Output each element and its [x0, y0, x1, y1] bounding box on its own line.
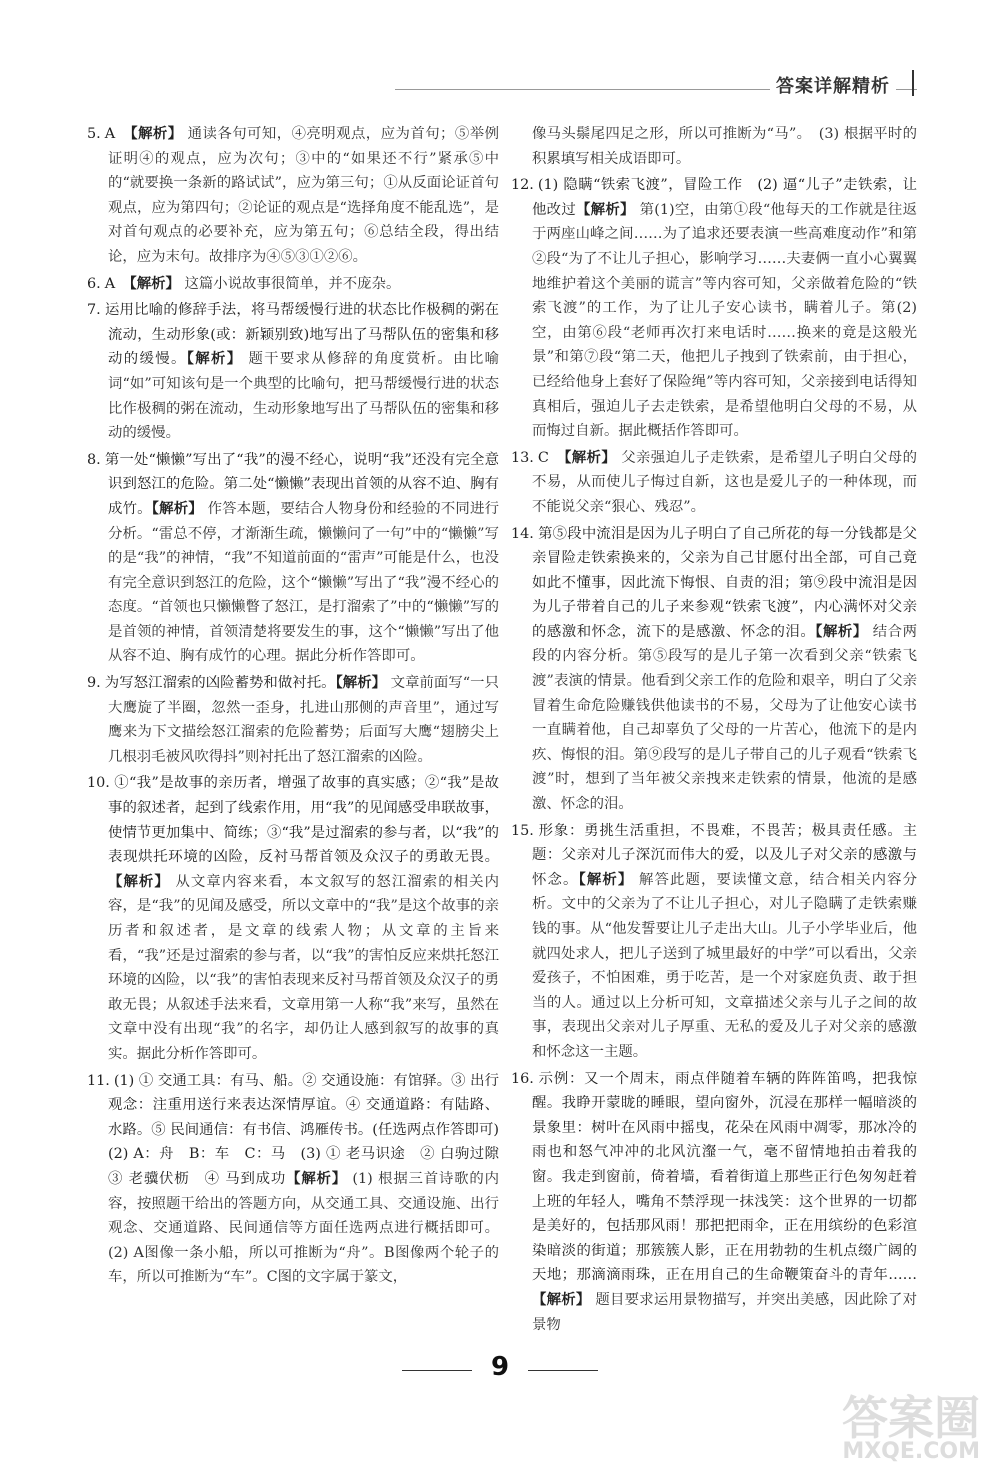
- analysis-tag: 【解析】: [578, 871, 634, 888]
- analysis-text: 结合两段的内容分析。第⑤段写的是儿子第一次看到父亲“铁索飞渡”表演的情景。他看到父亲工作的危险和艰辛，明白了父亲冒着生命危险赚钱供他读书的不易，父母为了让他安心读书一直瞒着他，自己却辜负了父母的一片苦心，他流下的是内疚、悔恨的泪。第⑨段写的是儿子带自己的儿子观看“铁索飞渡”时，想到了当年被父亲拽来走铁索的情景，他流的是感激、怀念的泪。: [532, 623, 917, 813]
- analysis-text: 作答本题，要结合人物身份和经验的不同进行分析。“雷总不停，才渐渐生疏，懒懒问了一句”中的“懒懒”写的是“我”的神情，“我”不知道前面的“雷声”可能是什么，也没有完全意识到怒江的危险，这个“懒懒”写出了“我”漫不经心的态度。“首领也只懒懒瞥了怒江，是打溜索了”中的“懒懒”写的是首领的神情，首领清楚将要发生的事，这个“懒懒”写出了他从容不迫、胸有成竹的心理。据此分析作答即可。: [108, 500, 499, 665]
- analysis-text: 像马头鬃尾四足之形，所以可推断为“马”。 (3) 根据平时的积累填写相关成语即可。: [532, 126, 917, 167]
- analysis-tag: 【解析】: [286, 1170, 347, 1187]
- analysis-tag: 【解析】: [815, 623, 868, 640]
- answer-text: 示例：又一个周末，雨点伴随着车辆的阵阵笛鸣，把我惊醒。我睁开蒙眬的睡眼，望向窗外，沉浸在那样一幅暗淡的景象里：树叶在风雨中摇曳，花朵在风雨中凋零，那冰冷的雨也和怒气冲冲的北风沆瀣一气，毫不留情地拍击着我的窗。我走到窗前，倚着墙，看着街道上那些正行色匆匆赶着上班的年轻人，嘴角不禁浮现一抹浅笑：这个世界的一切都是美好的，包括那风雨！那把把雨伞，正在用缤纷的色彩渲染暗淡的街道；那簇簇人影，正在用勃勃的生机点缀广阔的天地；那滴滴雨珠，正在用自己的生命鞭策奋斗的青年……: [532, 1070, 917, 1284]
- answer-text: 第一处“懒懒”写出了“我”的漫不经心，说明“我”还没有完全意识到怒江的危险。第二处“懒懒”表现出首领的从容不迫、胸有成竹。: [104, 451, 499, 517]
- footer-rule-right: [528, 1370, 598, 1371]
- analysis-tag: 【解析】: [532, 1291, 591, 1308]
- answer-number: 10.: [87, 775, 110, 792]
- answer-item: [87, 122, 499, 270]
- watermark-logo: [842, 1391, 980, 1464]
- answer-item: [87, 1069, 514, 1290]
- watermark-text: 答案圈: [842, 1391, 980, 1445]
- answer-number: 6.: [87, 275, 101, 292]
- answer-text: 为写怒江溜索的凶险蓄势和做衬托。: [104, 675, 336, 692]
- answer-text: (1) ① 交通工具：有马、船。② 交通设施：有馆驿。③ 出行观念：注重用送行来表达深情厚谊。④ 交通道路：有陆路、水路。⑤ 民间通信：有书信、鸿雁传书。(任选两点作答即可) (2) A：舟 B：车 C：马 (3) ① 老马识途 ② 白驹过隙 ③ 老骥伏枥 ④ 马到成功: [108, 1072, 514, 1187]
- analysis-text: 这篇小说故事很简单，并不庞杂。: [184, 275, 401, 292]
- analysis-text: 题目要求运用景物描写，并突出美感，因此除了对景物: [532, 1291, 917, 1333]
- answer-text: A: [104, 275, 130, 292]
- answer-number: 7.: [87, 302, 101, 319]
- answer-text: 形象：勇挑生活重担，不畏难，不畏苦；极具责任感。主题：父亲对儿子深沉而伟大的爱，以及儿子对父亲的感激与怀念。: [532, 822, 917, 888]
- answer-number: 12.: [511, 177, 534, 194]
- answer-item: [511, 173, 917, 444]
- analysis-tag: 【解析】: [108, 873, 170, 890]
- answer-item: [87, 671, 499, 769]
- answer-item: [87, 448, 499, 669]
- answer-number: 14.: [511, 525, 534, 542]
- answer-number: 9.: [87, 675, 101, 692]
- analysis-tag: 【解析】: [130, 126, 183, 142]
- page-number: 9: [490, 1352, 510, 1382]
- analysis-tag: 【解析】: [129, 275, 180, 292]
- answer-item: [87, 298, 499, 446]
- analysis-text: 文章前面写“一只大鹰旋了半圈，忽然一歪身，扎进山那侧的声音里”，通过写鹰来为下文描绘怒江溜索的危险蓄势；后面写大鹰“翅膀尖上几根羽毛被风吹得抖”则衬托出了怒江溜索的凶险。: [108, 675, 499, 765]
- header-bar: [912, 70, 914, 96]
- analysis-tag: 【解析】: [564, 449, 617, 466]
- page-footer: [0, 1352, 1000, 1382]
- analysis-text: 题干要求从修辞的角度赏析。由比喻词“如”可知该句是一个典型的比喻句，把马帮缓慢行进的状态比作极稠的粥在流动，生动形象地写出了马帮队伍的密集和移动的缓慢。: [108, 351, 499, 442]
- answer-number: 8.: [87, 451, 101, 468]
- answer-text: (1) 隐瞒“铁索飞渡”，冒险工作 (2) 逼“儿子”走铁索，让他改过: [532, 177, 917, 218]
- analysis-text: 父亲强迫儿子走铁索，是希望儿子明白父母的不易，从而使儿子悔过自新，这也是爱儿子的一种体现，而不能说父亲“狠心、残忍”。: [532, 449, 917, 515]
- answer-item: [87, 771, 499, 1066]
- answer-item: [511, 1067, 917, 1338]
- analysis-tag: 【解析】: [335, 675, 387, 692]
- analysis-text: 从文章内容来看，本文叙写的怒江溜索的相关内容，是“我”的见闻及感受，所以文章中的“我”是这个故事的亲历者和叙述者，是文章的线索人物；从文章的主旨来看，“我”还是过溜索的参与者，以“我”的害怕反应来烘托怒江环境的凶险，以“我”的害怕表现来反衬马帮首领及众汉子的勇敢无畏；从叙述手法来看，文章用第一人称“我”来写，虽然在文章中没有出现“我”的名字，却仍让人感到叙写的故事的真实。据此分析作答即可。: [108, 873, 499, 1062]
- answer-text: C: [537, 449, 565, 466]
- answer-item: [87, 272, 499, 297]
- right-column: [511, 122, 917, 1339]
- analysis-text: (1) 根据三首诗歌的内容，按照题干给出的答题方向，从交通工具、交通设施、出行观念、交通道路、民间通信等方面任选两点进行概括即可。(2) A图像一条小船，所以可推断为“舟”。B图像两个轮子的车，所以可推断为“车”。C图的文字属于篆文，: [108, 1170, 499, 1286]
- answer-item: [511, 522, 917, 817]
- answer-number: 11.: [87, 1072, 110, 1089]
- watermark-url: MXQE.COM: [842, 1439, 980, 1464]
- answer-text: A: [104, 126, 131, 142]
- answer-number: 13.: [511, 449, 534, 466]
- analysis-text: 通读各句可知，④亮明观点，应为首句；⑤举例证明④的观点，应为次句；③中的“如果还不行”紧承⑤中的“就要换一条新的路试试”，应为第三句；①从反面论证首句观点，应为第四句；②论证的观点是“选择角度不能乱选”，是对首句观点的必要补充，应为第五句；⑥总结全段，得出结论，应为末句。故排序为④⑤③①②⑥。: [108, 126, 499, 265]
- answer-number: 15.: [511, 822, 534, 839]
- analysis-tag: 【解析】: [186, 351, 243, 368]
- analysis-tag: 【解析】: [576, 201, 635, 218]
- answer-number: 5.: [87, 126, 101, 142]
- analysis-text: 第(1)空，由第①段“他每天的工作就是往返于两座山峰之间……为了追求还要表演一些高难度动作”和第②段“为了不让儿子担心，影响学习……夫妻俩一直小心翼翼地维护着这个美丽的谎言”等内容可知，父亲做着危险的“铁索飞渡”的工作，为了让儿子安心读书，瞒着儿子。第(2)空，由第⑥段“老师再次打来电话时……换来的竟是这般光景”和第⑦段“第二天，他把儿子拽到了铁索前，由于担心，已经给他身上套好了保险绳”等内容可知，父亲接到电话得知真相后，强迫儿子去走铁索，是希望他明白父母的不易，从而悔过自新。据此概括作答即可。: [532, 201, 917, 440]
- answer-text: ①“我”是故事的亲历者，增强了故事的真实感；②“我”是故事的叙述者，起到了线索作用，用“我”的见闻感受串联故事，使情节更加集中、简练；③“我”是过溜索的参与者，以“我”的表现烘托环境的凶险，反衬马帮首领及众汉子的勇敢无畏。: [108, 775, 499, 866]
- analysis-text: 解答此题，要读懂文意，结合相关内容分析。文中的父亲为了不让儿子担心，对儿子隐瞒了走铁索赚钱的事。从“他发誓要让儿子走出大山。儿子小学毕业后，他就四处求人，把儿子送到了城里最好的中学”可以看出，父亲爱孩子，不怕困难，勇于吃苦，是一个对家庭负责、敢于担当的人。通过以上分析可知，文章描述父亲与儿子之间的故事，表现出父亲对儿子厚重、无私的爱及儿子对父亲的感激和怀念这一主题。: [532, 871, 917, 1060]
- page-header-title: 答案详解精析: [770, 72, 896, 98]
- answer-text: 第⑤段中流泪是因为儿子明白了自己所花的每一分钱都是父亲冒险走铁索换来的，父亲为自己甘愿付出全部，可自己竟如此不懂事，因此流下悔恨、自责的泪；第⑨段中流泪是因为儿子带着自己的儿子来参观“铁索飞渡”，内心满怀对父亲的感激和怀念，流下的是感激、怀念的泪。: [532, 525, 917, 640]
- answer-item: [511, 446, 917, 520]
- analysis-tag: 【解析】: [151, 500, 203, 517]
- footer-rule-left: [402, 1370, 472, 1371]
- answer-item: [511, 819, 917, 1065]
- answer-text: 运用比喻的修辞手法，将马帮缓慢行进的状态比作极稠的粥在流动，生动形象(或：新颖别致)地写出了马帮队伍的密集和移动的缓慢。: [104, 302, 499, 368]
- answer-item: [511, 122, 917, 171]
- answer-number: 16.: [511, 1070, 534, 1087]
- left-column: [87, 122, 514, 1292]
